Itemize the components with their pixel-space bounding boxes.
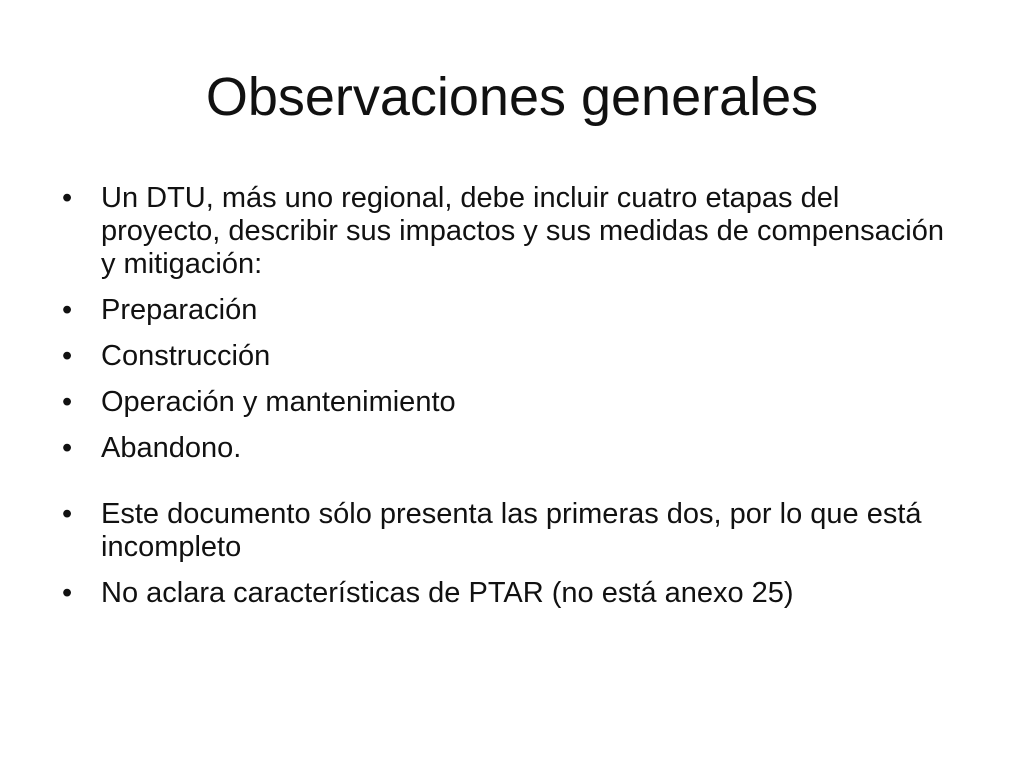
bullet-text: No aclara características de PTAR (no está anexo 25) xyxy=(101,577,794,609)
bullet-item-operacion xyxy=(62,386,962,419)
slide-title: Observaciones generales xyxy=(205,67,819,127)
bullet-dot-icon: • xyxy=(62,577,73,609)
bullet-item-preparacion xyxy=(62,294,962,327)
bullet-item-intro xyxy=(62,182,962,281)
bullet-dot-icon: • xyxy=(62,432,73,464)
bullet-dot-icon: • xyxy=(62,340,73,372)
bullet-list xyxy=(62,182,962,623)
bullet-dot-icon: • xyxy=(62,182,73,214)
bullet-item-construccion xyxy=(62,340,962,373)
bullet-item-abandono xyxy=(62,432,962,465)
bullet-item-ptar xyxy=(62,577,962,610)
bullet-dot-icon: • xyxy=(62,498,73,530)
bullet-text: Construcción xyxy=(101,340,271,372)
bullet-dot-icon: • xyxy=(62,386,73,418)
bullet-text: Operación y mantenimiento xyxy=(101,386,456,418)
bullet-text: Abandono. xyxy=(101,432,242,464)
bullet-text: Este documento sólo presenta las primeras dos, por lo que está incompleto xyxy=(101,498,922,563)
bullet-item-incompleto xyxy=(62,498,962,564)
bullet-text: Un DTU, más uno regional, debe incluir cuatro etapas del proyecto, describir sus impactos y sus medidas de compensación y mitigación: xyxy=(101,182,944,280)
bullet-text: Preparación xyxy=(101,294,258,326)
bullet-dot-icon: • xyxy=(62,294,73,326)
